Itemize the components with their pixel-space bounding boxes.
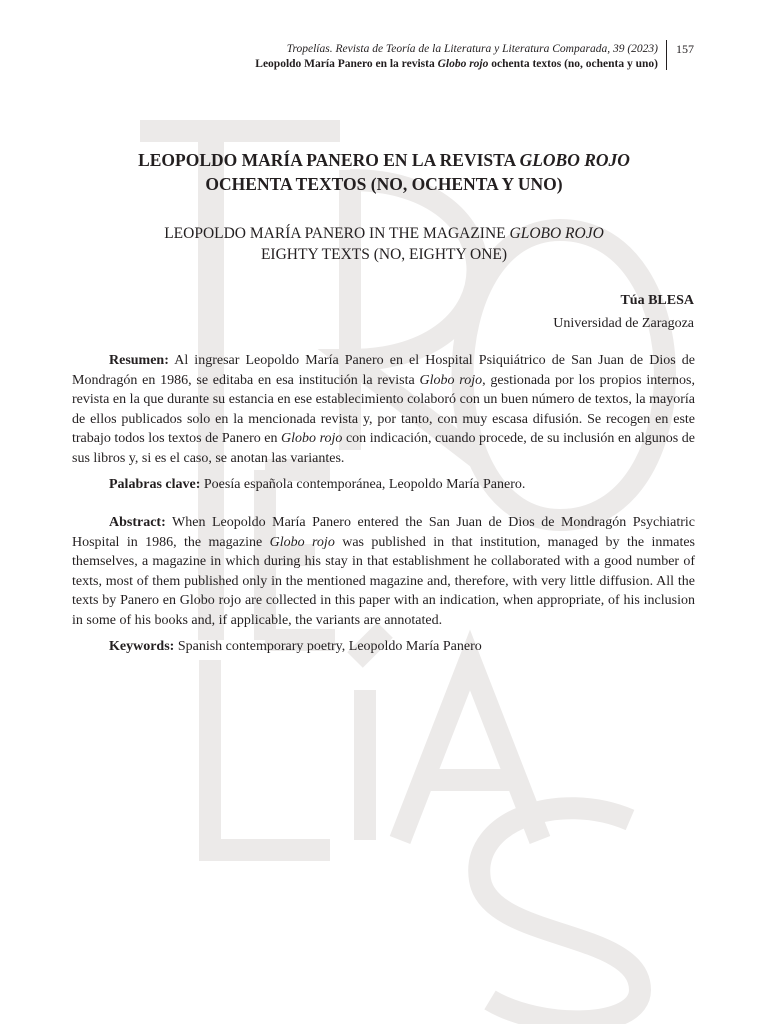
short-title-italic: Globo rojo [437, 58, 489, 70]
title-es-line-1-italic: GLOBO ROJO [519, 150, 630, 170]
watermark-letter-i [355, 630, 385, 840]
palabras-clave-text: Poesía española contemporánea, Leopoldo María Panero. [200, 476, 526, 492]
title-en-line-1-italic: GLOBO ROJO [509, 225, 604, 242]
running-short-title [255, 57, 658, 72]
title-es-line-1-text: LEOPOLDO MARÍA PANERO EN LA REVISTA [138, 150, 520, 170]
title-es-line-1 [60, 148, 708, 172]
resumen-text-2: , gestionada por los propios internos, revista en la que durante su estancia en ese establecimiento colaboró con un buen número de textos, la mayoría de ellos publicados solo en la mencionada revista y, por tanto, con muy escasa difusión. Se recogen en este trabajo todos los textos de Panero en [72, 372, 695, 447]
abstract-italic-1: Globo rojo [269, 534, 335, 550]
short-title-text: Leopoldo María Panero en la revista [255, 58, 438, 70]
resumen-section [72, 351, 695, 494]
keywords-paragraph [72, 637, 695, 657]
short-title-text-end: ochenta textos (no, ochenta y uno) [488, 58, 658, 70]
abstract-text-2: was published in that institution, managed by the inmates themselves, a magazine in which during his stay in that establishment he collaborated with a good number of texts, most of them published only in the mentioned magazine and, therefore, with very little diffusion. All the texts by Panero en Globo rojo are collected in this paper with an indication, when appropriate, of his inclusion in some of his books and, if applicable, the variants are annotated. [72, 534, 696, 628]
resumen-paragraph [72, 351, 695, 469]
resumen-italic-1: Globo rojo [419, 372, 483, 388]
resumen-text-3: con indicación, cuando procede, de su inclusión en algunos de sus libros y, si es el caso, se anotan las variantes. [72, 431, 695, 466]
abstract-text-1: When Leopoldo María Panero entered the San Juan de Dios de Mondragón Psychiatric Hospital in 1986, the magazine [72, 515, 695, 550]
palabras-clave-label: Palabras clave: [109, 476, 201, 492]
title-es-line-2: OCHENTA TEXTOS (NO, OCHENTA Y UNO) [205, 174, 563, 194]
watermark-letter-t-bar [140, 120, 340, 142]
resumen-text-1: Al ingresar Leopoldo María Panero en el Hospital Psiquiátrico de San Juan de Dios de Mondragón en 1986, se editaba en esa institución la revista [72, 353, 695, 388]
title-en-line-1-text: LEOPOLDO MARÍA PANERO IN THE MAGAZINE [164, 225, 510, 242]
title-en-line-2: EIGHTY TEXTS (NO, EIGHTY ONE) [260, 246, 508, 263]
palabras-clave-paragraph [72, 475, 695, 495]
watermark-letter-l [210, 660, 330, 850]
title-en-line-1 [60, 223, 708, 244]
author-name: Túa BLESA [620, 293, 694, 308]
abstract-paragraph [72, 513, 695, 631]
header-divider [666, 40, 667, 70]
keywords-text: Spanish contemporary poetry, Leopoldo María Panero [174, 638, 482, 654]
author-block [553, 289, 694, 335]
running-header [255, 42, 658, 72]
author-affiliation: Universidad de Zaragoza [553, 316, 694, 331]
abstract-label: Abstract: [109, 515, 166, 530]
watermark-letter-s [479, 808, 640, 1021]
journal-citation: Tropelías. Revista de Teoría de la Literatura y Literatura Comparada, 39 (2023) [286, 43, 658, 55]
page-number: 157 [676, 42, 694, 56]
keywords-label: Keywords: [109, 638, 175, 654]
abstract-section [72, 513, 695, 656]
resumen-italic-2: Globo rojo [281, 431, 343, 447]
article-title-spanish [60, 148, 708, 196]
article-title-english [60, 223, 708, 265]
resumen-label: Resumen: [109, 353, 169, 368]
